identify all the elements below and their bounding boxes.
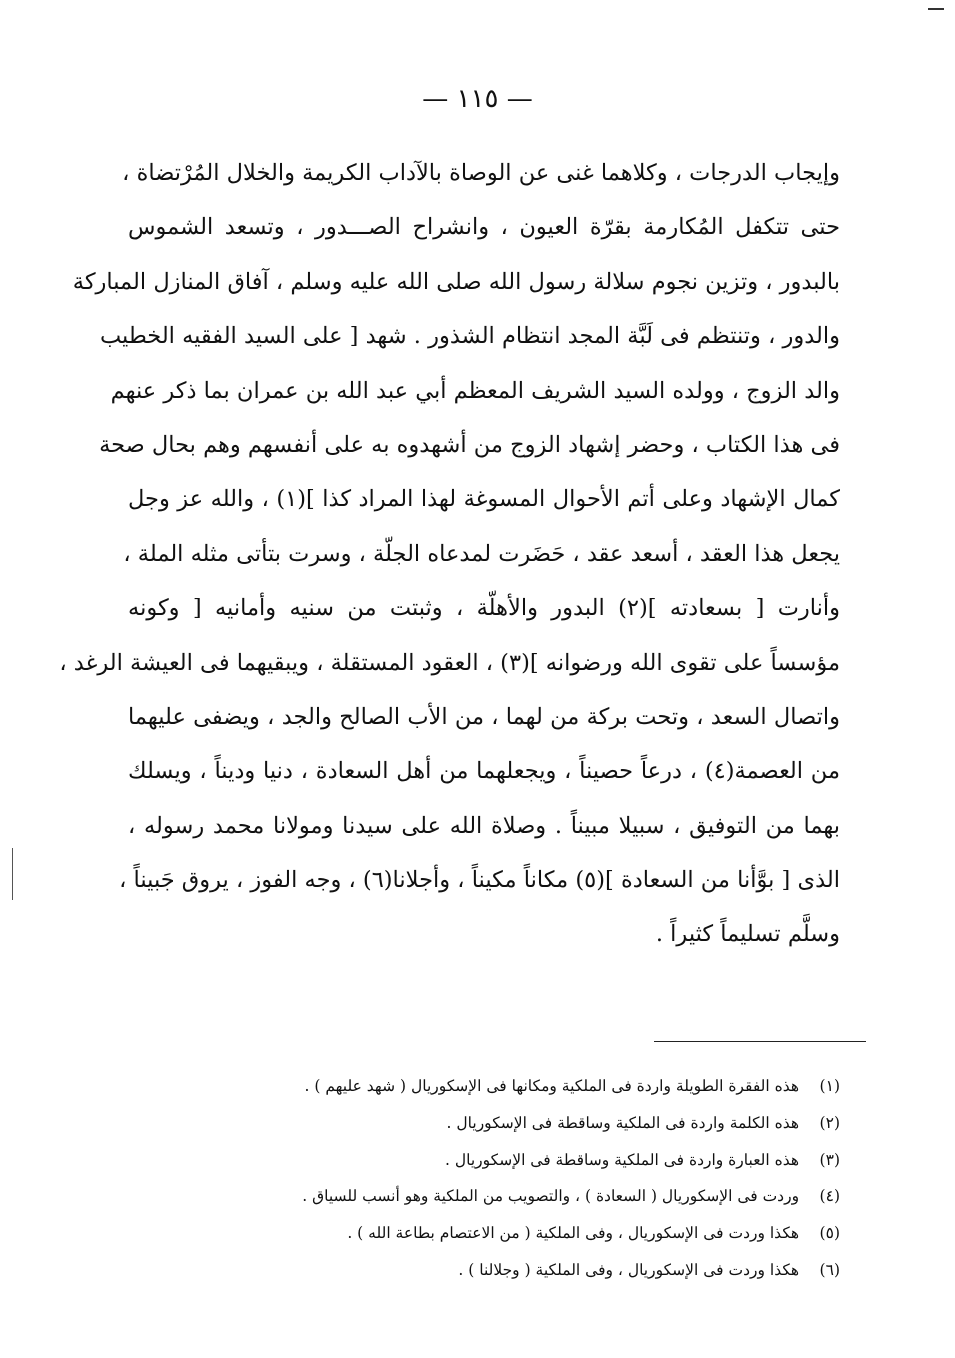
footnote-divider — [654, 1041, 866, 1042]
body-line: يجعل هذا العقد ، أسعد عقد ، حَضَرت لمدعاه الجلّة ، وسرت بتأتى مثله الملة ، — [123, 540, 840, 567]
footnote-text: هذه الفقرة الطويلة واردة فى الملكية ومكانها فى الإسكوريال ( شهد عليهم ) . — [304, 1077, 800, 1095]
footnote — [200, 1178, 840, 1215]
body-line: حتى تتكفل المُكارمة بقرّة العيون ، وانشراح الصـــدور ، وتسعد الشموس — [128, 214, 840, 241]
body-line: بهما من التوفيق ، سبيلا مبيناً . وصلاة الله على سيدنا ومولانا محمد رسوله ، — [128, 812, 840, 839]
body-line: كمال الإشهاد وعلى أتم الأحوال المسوغة لهذا المراد كذا ](١) ، والله عز وجل — [128, 486, 840, 513]
footnotes — [200, 1068, 840, 1289]
footnote-number: (٦) — [819, 1260, 840, 1279]
body-line: مؤسساً على تقوى الله ورضوانه ](٣) ، العقود المستقلة ، ويبقيهما فى العيشة الرغد ، — [59, 649, 840, 676]
body-line: وسلَّم تسليماً كثيراً . — [655, 921, 840, 948]
footnote — [200, 1252, 840, 1289]
body-line: وإيجاب الدرجات ، وكلاهما غنى عن الوصاة بالآداب الكريمة والخلال المُرْتضاة ، — [122, 160, 840, 186]
body-line: وأنارت [ بسعادته ](٢) البدور والأهلّة ، وثبتت من سنيه وأمانيه [ وكونه — [128, 595, 840, 622]
body-line: من العصمة(٤) ، درعاً حصيناً ، ويجعلهما من أهل السعادة ، دنيا وديناً ، ويسلك — [128, 758, 840, 785]
body-text — [59, 146, 840, 962]
scan-margin-line — [12, 848, 13, 900]
footnote — [200, 1068, 840, 1105]
scan-corner-mark — [928, 0, 944, 10]
page-number: — ١١٥ — — [422, 84, 533, 114]
footnote-text: وردت فى الإسكوريال ( السعادة ) ، والتصويب من الملكية وهو أنسب للسياق . — [302, 1187, 800, 1206]
footnote — [200, 1142, 840, 1179]
body-line: واتصال السعد ، وتحت بركة من لهما ، من الأب الصالح والجد ، ويضفى عليهما — [128, 703, 840, 730]
body-line: فى هذا الكتاب ، وحضر إشهاد الزوج من أشهدوه به على أنفسهم وهم بحال صحة — [99, 431, 840, 458]
footnote-text: هذه العبارة واردة فى الملكية وساقطة فى الإسكوريال . — [445, 1150, 800, 1169]
footnote-number: (٤) — [819, 1187, 840, 1206]
footnote-text: هكذا وردت فى الإسكوريال ، وفى الملكية ( وجلالنا ) . — [458, 1260, 800, 1279]
footnote-number: (٣) — [819, 1150, 840, 1169]
footnote-number: (١) — [819, 1077, 840, 1095]
body-line: والد الزوج ، وولده السيد الشريف المعظم أبي عبد الله بن عمران بما ذكر عنهم — [110, 377, 840, 404]
footnote-text: هذه الكلمة واردة فى الملكية وساقطة فى الإسكوريال . — [446, 1113, 800, 1132]
footnote — [200, 1105, 840, 1142]
body-line: بالبدور ، وتزين نجوم سلالة رسول الله صلى الله عليه وسلم ، آفاق المنازل المباركة — [72, 268, 840, 295]
footnote — [200, 1215, 840, 1252]
footnote-number: (٢) — [819, 1113, 840, 1132]
footnote-text: هكذا وردت فى الإسكوريال ، وفى الملكية ( من الاعتصام بطاعة الله ) . — [347, 1224, 800, 1243]
body-line: والدور ، وتنتظم فى لَبَّة المجد انتظام الشذور . شهد [ على السيد الفقيه الخطيب — [99, 323, 840, 350]
body-line: الذى [ بوَّأنا من السعادة ](٥) مكاناً مكيناً ، وأجلانا(٦) ، وجه الفوز ، يروق جَبيناً ، — [119, 867, 840, 894]
footnote-number: (٥) — [819, 1224, 840, 1243]
